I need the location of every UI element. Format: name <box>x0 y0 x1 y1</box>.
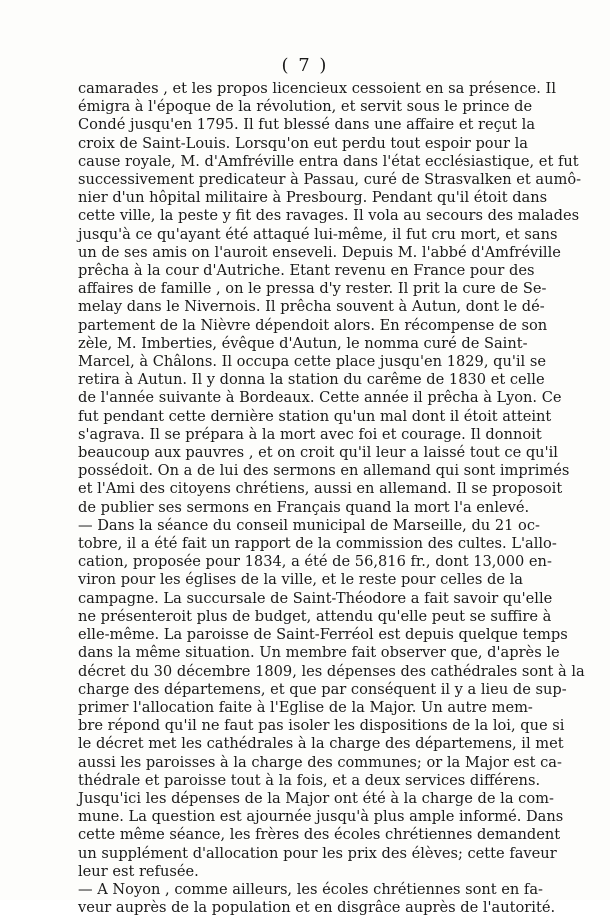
text-line: un de ses amis on l'auroit enseveli. Depuis M. l'abbé d'Amfréville <box>78 243 561 261</box>
text-line: cette ville, la peste y fit des ravages. Il vola au secours des malades <box>78 207 580 225</box>
text-line: elle-même. La paroisse de Saint-Ferréol est depuis quelque temps <box>78 626 568 644</box>
text-line: prêcha à la cour d'Autriche. Etant revenu en France pour des <box>78 262 535 280</box>
text-line: thédrale et paroisse tout à la fois, et a deux services différens. <box>78 771 541 789</box>
text-line: fut pendant cette dernière station qu'un mal dont il étoit atteint <box>78 407 552 425</box>
paragraph-1 <box>78 80 582 517</box>
text-line: possédoit. On a de lui des sermons en allemand qui sont imprimés <box>78 462 570 480</box>
paragraph-2 <box>78 516 585 881</box>
page-body <box>78 80 585 917</box>
text-line: partement de la Nièvre dépendoit alors. En récompense de son <box>78 316 548 334</box>
text-line: Marcel, à Châlons. Il occupa cette place jusqu'en 1829, qu'il se <box>78 353 546 371</box>
text-line: le décret met les cathédrales à la charge des départemens, il met <box>78 735 564 753</box>
text-line: — Dans la séance du conseil municipal de Marseille, du 21 oc- <box>78 516 540 534</box>
text-line: tobre, il a été fait un rapport de la commission des cultes. L'allo- <box>78 535 557 553</box>
text-line: affaires de famille , on le pressa d'y rester. Il prit la cure de Se- <box>78 280 547 298</box>
text-line: un supplément d'allocation pour les prix des élèves; cette faveur <box>78 844 557 862</box>
text-line: bre répond qu'il ne faut pas isoler les dispositions de la loi, que si <box>78 717 565 735</box>
text-line: et l'Ami des citoyens chrétiens, aussi en allemand. Il se proposoit <box>78 480 563 498</box>
text-line: s'agrava. Il se prépara à la mort avec foi et courage. Il donnoit <box>78 425 542 443</box>
text-line: ne présenteroit plus de budget, attendu qu'elle peut se suffire à <box>78 607 552 625</box>
page-number: ( 7 ) <box>281 55 329 76</box>
text-line: Jusqu'ici les dépenses de la Major ont été à la charge de la com- <box>78 789 554 807</box>
text-line: leur est refusée. <box>78 862 199 880</box>
text-line: beaucoup aux pauvres , et on croit qu'il leur a laissé tout ce qu'il <box>78 444 558 462</box>
text-line: charge des départemens, et que par conséquent il y a lieu de sup- <box>78 680 567 698</box>
text-line: aussi les paroisses à la charge des communes; or la Major est ca- <box>78 753 562 771</box>
text-line: veur auprès de la population et en disgrâce auprès de l'autorité. <box>78 899 556 917</box>
text-line: dans la même situation. Un membre fait observer que, d'après le <box>78 644 560 662</box>
text-line: retira à Autun. Il y donna la station du carême de 1830 et celle <box>78 371 545 389</box>
text-line: cation, proposée pour 1834, a été de 56,816 fr., dont 13,000 en- <box>78 553 552 571</box>
text-line: cause royale, M. d'Amfréville entra dans l'état ecclésiastique, et fut <box>78 152 579 170</box>
text-line: émigra à l'époque de la révolution, et servit sous le prince de <box>78 98 533 116</box>
text-line: primer l'allocation faite à l'Eglise de la Major. Un autre mem- <box>78 698 533 716</box>
text-line: camarades , et les propos licencieux cessoient en sa présence. Il <box>78 80 556 97</box>
paragraph-3 <box>78 880 556 917</box>
text-line: décret du 30 décembre 1809, les dépenses des cathédrales sont à la <box>78 662 585 680</box>
text-line: croix de Saint-Louis. Lorsqu'on eut perdu tout espoir pour la <box>78 134 528 152</box>
text-line: — A Noyon , comme ailleurs, les écoles chrétiennes sont en fa- <box>78 880 543 898</box>
text-line: viron pour les églises de la ville, et le reste pour celles de la <box>78 571 524 589</box>
text-line: successivement predicateur à Passau, curé de Strasvalken et aumô- <box>78 171 582 189</box>
text-line: zèle, M. Imberties, évêque d'Autun, le nomma curé de Saint- <box>78 334 528 352</box>
text-line: cette même séance, les frères des écoles chrétiennes demandent <box>78 826 561 844</box>
text-line: de l'année suivante à Bordeaux. Cette année il prêcha à Lyon. Ce <box>78 389 562 407</box>
text-line: melay dans le Nivernois. Il prêcha souvent à Autun, dont le dé- <box>78 298 545 316</box>
text-line: nier d'un hôpital militaire à Presbourg. Pendant qu'il étoit dans <box>78 189 548 207</box>
text-line: jusqu'à ce qu'ayant été attaqué lui-même, il fut cru mort, et sans <box>78 225 558 243</box>
text-line: campagne. La succursale de Saint-Théodore a fait savoir qu'elle <box>78 589 553 607</box>
text-line: mune. La question est ajournée jusqu'à plus ample informé. Dans <box>78 808 564 826</box>
text-line: Condé jusqu'en 1795. Il fut blessé dans une affaire et reçut la <box>78 116 536 134</box>
text-line: de publier ses sermons en Français quand la mort l'a enlevé. <box>78 498 530 516</box>
